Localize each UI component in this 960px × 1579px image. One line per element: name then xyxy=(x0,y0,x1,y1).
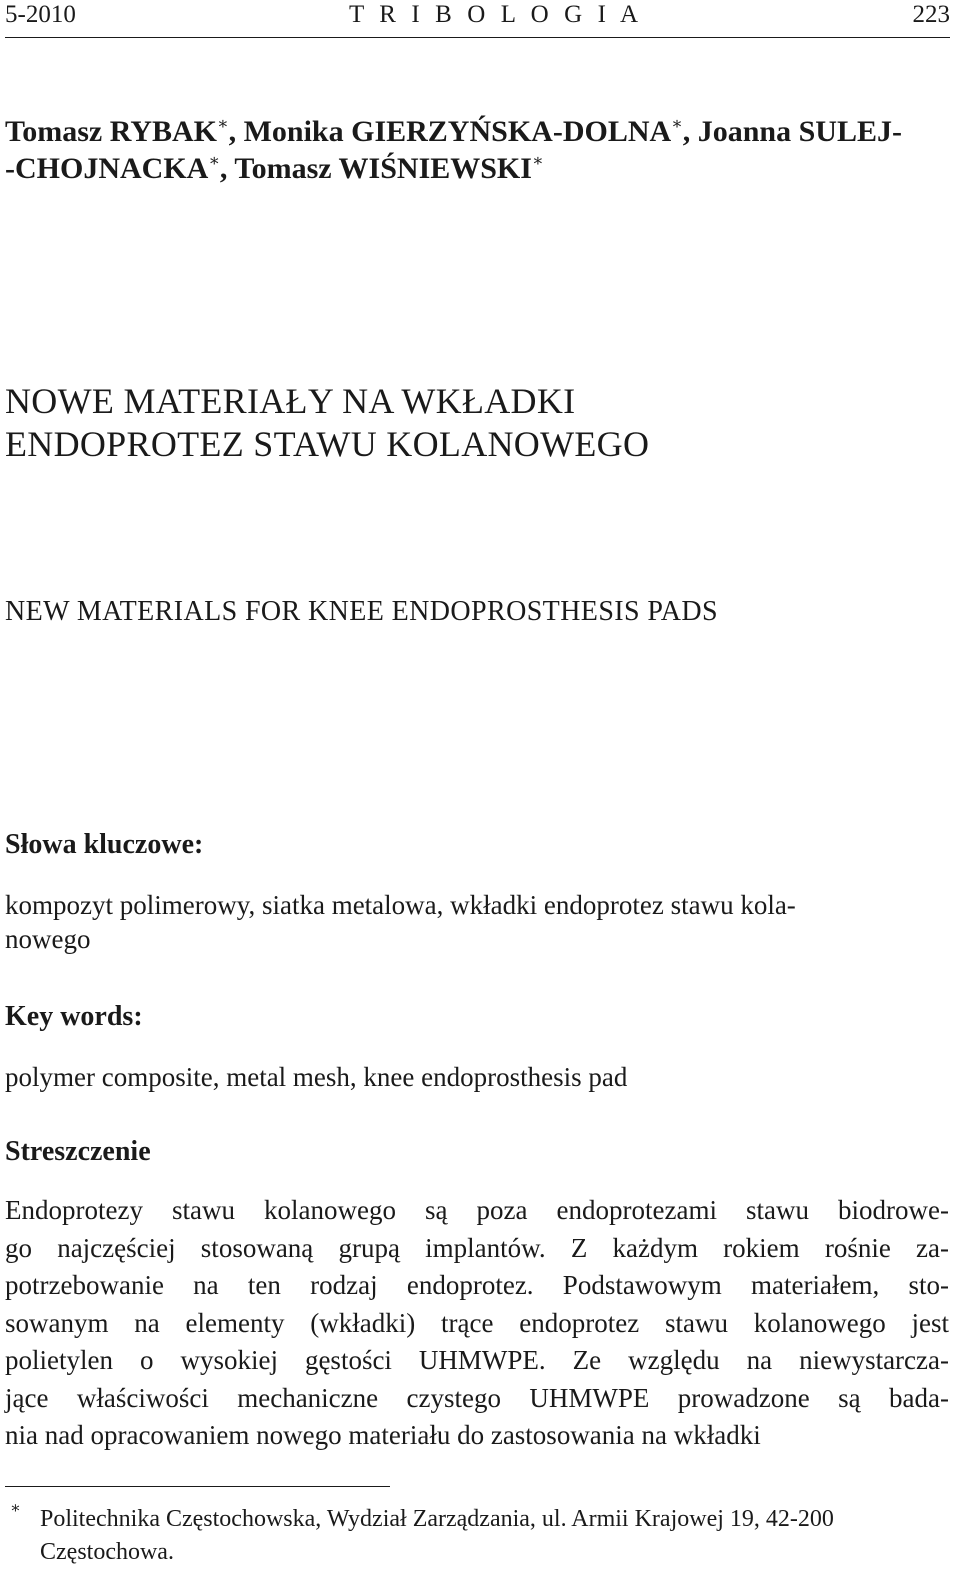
author-line-2 xyxy=(5,150,950,187)
abstract-line: polietylen o wysokiej gęstości UHMWPE. Ze względu na niewystarcza- xyxy=(5,1345,949,1375)
keywords-pl-heading: Słowa kluczowe: xyxy=(5,829,204,860)
keywords-en-text: polymer composite, metal mesh, knee endoprosthesis pad xyxy=(5,1062,628,1092)
author-name: , Tomasz WIŚNIEWSKI xyxy=(219,152,532,185)
footnote-rule xyxy=(5,1486,390,1487)
journal-name: T R I B O L O G I A xyxy=(349,1,643,28)
abstract-line: jące właściwości mechaniczne czystego UHMWPE prowadzone są bada- xyxy=(5,1382,949,1413)
abstract-heading: Streszczenie xyxy=(5,1136,151,1167)
affiliation-marker: ∗ xyxy=(208,151,220,170)
issue-number: 5-2010 xyxy=(5,1,76,28)
abstract-line: sowanym na elementy (wkładki) trące endoprotez stawu kolanowego jest xyxy=(5,1307,949,1338)
title-line: NOWE MATERIAŁY NA WKŁADKI xyxy=(5,381,576,421)
title-line: ENDOPROTEZ STAWU KOLANOWEGO xyxy=(5,424,650,464)
running-header xyxy=(5,0,950,30)
author-name: Tomasz RYBAK xyxy=(5,115,218,148)
affiliation-marker: ∗ xyxy=(217,114,229,133)
abstract-line: go najczęściej stosowaną grupą implantów. Z każdym rokiem rośnie za- xyxy=(5,1232,949,1263)
abstract-body xyxy=(5,1192,949,1455)
author-name: , Joanna SULEJ- xyxy=(682,115,902,148)
keywords-pl-line: nowego xyxy=(5,924,91,954)
affiliation-marker: ∗ xyxy=(671,114,683,133)
author-name: , Monika GIERZYŃSKA-DOLNA xyxy=(228,115,672,148)
footnote-line: Częstochowa. xyxy=(40,1539,174,1565)
footnote-marker: ∗ xyxy=(10,1500,21,1517)
paper-title-english: NEW MATERIALS FOR KNEE ENDOPROSTHESIS PADS xyxy=(5,596,718,627)
affiliation-footnote xyxy=(40,1503,950,1569)
author-line-1 xyxy=(5,113,950,150)
abstract-line: Endoprotezy stawu kolanowego są poza endoprotezami stawu biodrowe- xyxy=(5,1195,949,1225)
keywords-en-heading: Key words: xyxy=(5,1001,143,1032)
abstract-line: nia nad opracowaniem nowego materiału do zastosowania na wkładki xyxy=(5,1420,761,1450)
author-list xyxy=(5,113,950,187)
paper-title-polish xyxy=(5,380,649,466)
keywords-pl-text xyxy=(5,888,796,956)
keywords-pl-line: kompozyt polimerowy, siatka metalowa, wkładki endoprotez stawu kola- xyxy=(5,890,796,920)
footnote-line: Politechnika Częstochowska, Wydział Zarządzania, ul. Armii Krajowej 19, 42-200 xyxy=(40,1506,834,1532)
header-rule xyxy=(5,37,950,38)
page-number: 223 xyxy=(912,1,950,28)
abstract-line: potrzebowanie na ten rodzaj endoprotez. Podstawowym materiałem, sto- xyxy=(5,1270,949,1300)
author-name: -CHOJNACKA xyxy=(5,152,209,185)
affiliation-marker: ∗ xyxy=(531,151,544,170)
